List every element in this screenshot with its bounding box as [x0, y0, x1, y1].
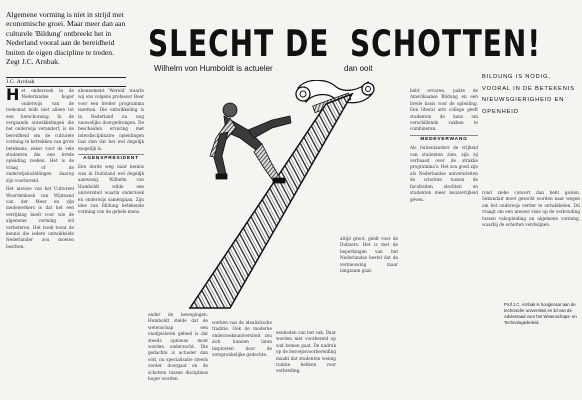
headline-left: SLECHT DE: [148, 22, 330, 66]
subheading: MEDEVERWANG: [410, 135, 478, 143]
article-column-3: [148, 312, 208, 398]
column-text: abonnement 'Wereld' waarin wij ons volgens professor Boer voor een breder programma inzetten. Die ontwikkeling is in Nederland nu nog nauwelijks doorgedrongen. De bescheiden ervaring met interdisciplinaire opleidingen laat zien dat het wel degelijk mogelijk is.: [78, 88, 144, 151]
subheading: AGENSPRESIDENT: [78, 154, 144, 162]
column-text: altijd groot, geldt voor de Duitsers. Het is met de beperkingen van het Nederlandse bestel dat de vernieuwing maar langzaam gaat.: [340, 236, 398, 274]
column-text: onder de bewegingen. Humboldt stelde dat de wetenschap een onafgesloten geheel is dat steeds opnieuw moet worden onderzocht. Die gedachte is actueler dan ooit, nu specialisatie steeds verder doorgaat en de schotten tussen disciplines hoger worden.: [148, 312, 208, 382]
column-text: Als buitenlanders de vrijheid van studenten zien, zijn zij verbaasd over de strakke programma's. Het zou goed zijn als Nederlandse universiteiten de schotten tussen de faculteiten slechten en studenten meer keuzevrijheid geven.: [410, 145, 478, 202]
column-text: et onderzoek in de Nederlandse hoger onderwijs van de toekomst leidt niet alleen tot een herschorsing. In de vergaande ontwikkelingen die het onderwijs verandert, is de bereidheid om de culturele vorming te betrekken van grote betekenis, zeker voor de vele studenten die een brede opleiding zoeken. Het is de vraag of de onderwijsinstellingen daarop zijn voorbereid.: [6, 88, 74, 183]
column-text: eenheden van het vak. Daar worden niet voorbereid op wat komen gaat. De nadruk op de beroepsvoorbereiding maakt dat studenten weinig ruimte hebben voor verbreding.: [276, 330, 336, 374]
article-column-7: [410, 88, 478, 398]
article-column-5: [276, 330, 336, 398]
column-text: hebt ervaren, pakte de Amerikaanse Bildung en een brede basis voor de opleiding. Een liberal arts college geeft studenten de kans om verschillende vakken te combineren.: [410, 88, 478, 132]
column-text: Het nieuwe van het Cultureel Woordenboek van Wijnnand van der Meer en zijn medewerkers is dat het een verrijking biedt voor wie de algemene vorming wil verbeteren. Het boek toont de kennis die iedere ontwikkelde Nederlander zou moeten bezitten.: [6, 186, 74, 249]
subline-right: dan ooit: [344, 64, 373, 73]
climbing-figure: [210, 103, 291, 183]
byline: J.C. Arnbak: [6, 77, 126, 87]
author-caption: Prof.J.C. Arnbak is hoogleraar aan de technische universiteit en lid van de Adviesraad voor het Wetenschaps- en Technologiebeleid.: [502, 300, 580, 328]
subline-left: Wilhelm von Humboldt is actueler: [154, 64, 273, 73]
column-text: rond ziehe concert dan hebt gezien. Sekundair moet gezocht worden naar wegen om het onderwijs verder te ontwikkelen. Dit vraagt om een nieuwe visie op de verhouding tussen vakopleiding en algemene vorming, waarbij de schotten verdwijnen.: [482, 190, 580, 228]
column-text: Een derde weg naar kennis was in Duitsland wel degelijk aanwezig. Wilhelm von Humboldt wilde een universiteit waarin onderzoek en onderwijs samengaan. Zijn idee van Bildung betekende vorming van de gehele mens.: [78, 164, 144, 215]
column-text: werken van de idealistische traditie. Ook de moderne onderzoeksuniversiteit zou zich kunnen laten inspireren door de oorspronkelijke gedachte.: [212, 320, 272, 358]
column-illustration: [130, 80, 385, 310]
intro-text: Algemene vorming is niet in strijd met economische groei. Maar meer dan aan culturele 'Bildung' ontbreekt het in Nederland vooral aan de bereidheid buiten de eigen discipline te treden. Zegt J.C. Arnbak.: [6, 10, 126, 67]
article-column-1: [6, 88, 74, 398]
article-column-8: [482, 190, 580, 298]
drop-cap: H: [6, 88, 20, 104]
pull-quote: BILDUNG IS NODIG, VOORAL IN DE BETEKENIS NIEUWSGIERIGHEID EN OPENHEID: [482, 74, 575, 115]
headline-right: SCHOTTEN!: [350, 22, 542, 66]
article-column-4: [212, 320, 272, 398]
